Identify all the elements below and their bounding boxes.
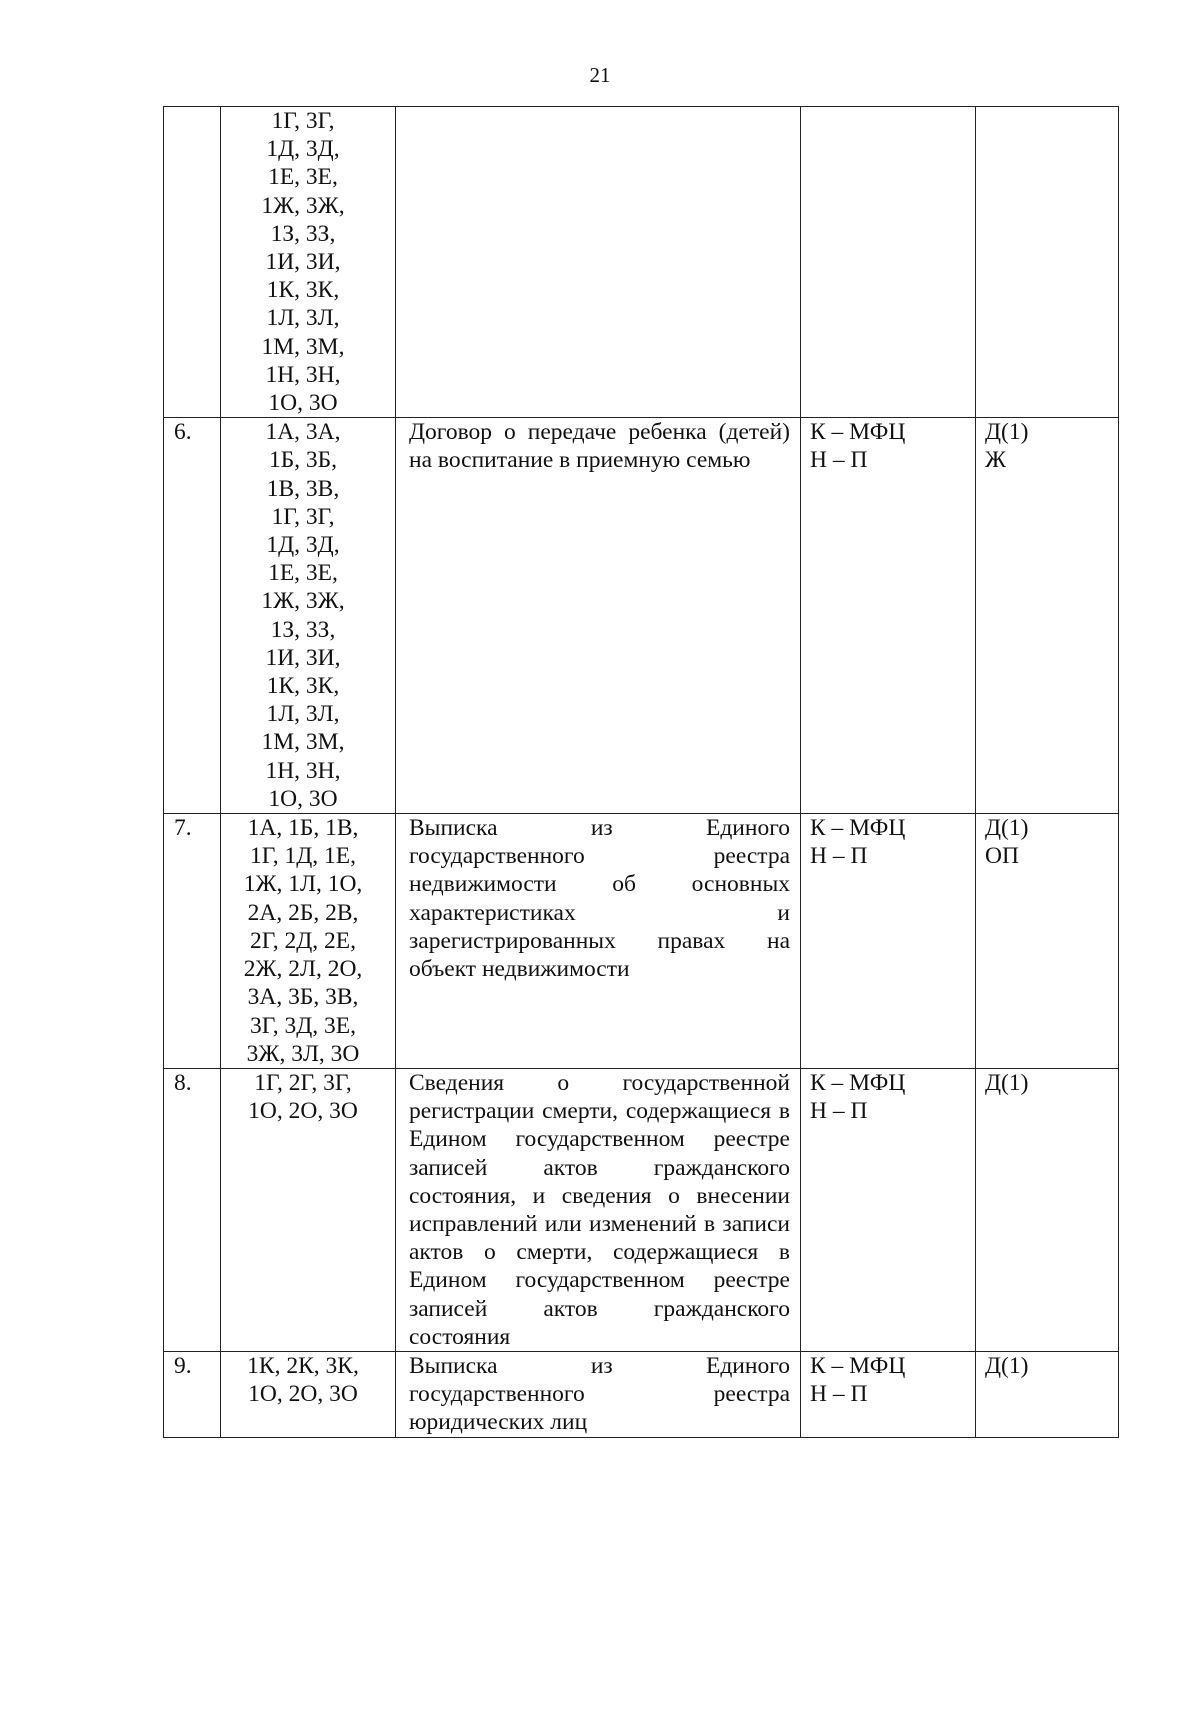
category-codes bbox=[221, 1351, 396, 1437]
category-code: 1А, 3А, bbox=[265, 419, 341, 446]
category-code: 1М, 3М, bbox=[261, 729, 345, 756]
category-code: 3Ж, 3Л, 3О bbox=[246, 1040, 360, 1067]
category-code: 1М, 3М, bbox=[261, 333, 345, 360]
table-row bbox=[164, 107, 1119, 418]
document-status bbox=[976, 1351, 1119, 1437]
document-status-item: ОП bbox=[985, 843, 1019, 870]
category-code: 1Л, 3Л, bbox=[266, 701, 340, 728]
category-code: 1О, 2О, 3О bbox=[248, 1381, 358, 1408]
document-name bbox=[396, 107, 801, 418]
category-code: 1И, 3И, bbox=[265, 644, 341, 671]
category-code: 1О, 3О bbox=[268, 390, 338, 417]
category-codes bbox=[221, 418, 396, 814]
submission-form-item: Н – П bbox=[810, 843, 868, 870]
row-number: 7. bbox=[164, 814, 221, 1069]
category-code: 1Г, 3Г, bbox=[271, 108, 335, 134]
category-code: 2Ж, 2Л, 2О, bbox=[243, 956, 363, 983]
submission-form-item: К – МФЦ bbox=[810, 815, 906, 842]
category-code: 2Г, 2Д, 2Е, bbox=[250, 927, 356, 954]
category-code: 1Л, 3Л, bbox=[266, 305, 340, 332]
table-row bbox=[164, 418, 1119, 814]
category-code: 1А, 1Б, 1В, bbox=[247, 815, 359, 842]
table-row bbox=[164, 1068, 1119, 1351]
category-code: 1О, 2О, 3О bbox=[248, 1098, 358, 1125]
category-code: 1В, 3В, bbox=[266, 475, 340, 502]
category-code: 1К, 3К, bbox=[266, 277, 340, 304]
submission-form-item: К – МФЦ bbox=[810, 1352, 906, 1379]
category-code: 1Д, 3Д, bbox=[266, 136, 340, 163]
submission-form-item: К – МФЦ bbox=[810, 1069, 906, 1096]
submission-form-item: Н – П bbox=[810, 447, 868, 474]
document-name: Выписка из Единого государственного реестра юридических лиц bbox=[396, 1351, 801, 1437]
category-codes bbox=[221, 107, 396, 418]
category-code: 2А, 2Б, 2В, bbox=[247, 899, 359, 926]
row-number: 8. bbox=[164, 1068, 221, 1351]
category-code: 1Ж, 1Л, 1О, bbox=[243, 871, 363, 898]
document-status-item: Ж bbox=[985, 447, 1007, 474]
table-row bbox=[164, 814, 1119, 1069]
documents-table bbox=[163, 106, 1119, 1438]
submission-form-item: Н – П bbox=[810, 1381, 868, 1408]
category-code: 1И, 3И, bbox=[265, 249, 341, 276]
document-status-item: Д(1) bbox=[985, 419, 1029, 446]
category-code: 1З, 3З, bbox=[270, 616, 336, 643]
category-code: 1Г, 3Г, bbox=[271, 503, 335, 530]
category-code: 1К, 3К, bbox=[266, 673, 340, 700]
submission-form bbox=[801, 814, 976, 1069]
document-status bbox=[976, 814, 1119, 1069]
document-status-item: Д(1) bbox=[985, 815, 1029, 842]
document-status-item: Д(1) bbox=[985, 1069, 1029, 1096]
category-codes bbox=[221, 1068, 396, 1351]
submission-form bbox=[801, 107, 976, 418]
category-code: 1Е, 3Е, bbox=[268, 560, 338, 587]
row-number: 6. bbox=[164, 418, 221, 814]
table-row bbox=[164, 1351, 1119, 1437]
category-code: 1Д, 3Д, bbox=[266, 532, 340, 559]
category-code: 3А, 3Б, 3В, bbox=[247, 984, 359, 1011]
category-code: 1З, 3З, bbox=[270, 220, 336, 247]
document-status-item: Д(1) bbox=[985, 1352, 1029, 1379]
submission-form bbox=[801, 1351, 976, 1437]
category-code: 1Ж, 3Ж, bbox=[261, 588, 345, 615]
document-status bbox=[976, 418, 1119, 814]
category-code: 1О, 3О bbox=[268, 785, 338, 812]
submission-form-item: Н – П bbox=[810, 1098, 868, 1125]
document-name: Сведения о государственной регистрации смерти, содержащиеся в Едином государственном реестре записей актов гражданского состояния, и сведения о внесении исправлений или изменений в записи актов о смерти, содержащиеся в Едином государственном реестре записей актов гражданского состояния bbox=[396, 1068, 801, 1351]
category-code: 3Г, 3Д, 3Е, bbox=[250, 1012, 356, 1039]
category-code: 1К, 2К, 3К, bbox=[247, 1352, 359, 1379]
row-number: 9. bbox=[164, 1351, 221, 1437]
category-code: 1Н, 3Н, bbox=[265, 361, 341, 388]
submission-form-item: К – МФЦ bbox=[810, 419, 906, 446]
category-code: 1Ж, 3Ж, bbox=[261, 192, 345, 219]
category-code: 1Н, 3Н, bbox=[265, 757, 341, 784]
submission-form bbox=[801, 418, 976, 814]
document-name: Договор о передаче ребенка (детей) на воспитание в приемную семью bbox=[396, 418, 801, 814]
category-code: 1Г, 1Д, 1Е, bbox=[250, 843, 356, 870]
category-codes bbox=[221, 814, 396, 1069]
category-code: 1Г, 2Г, 3Г, bbox=[254, 1069, 352, 1096]
document-name: Выписка из Единого государственного реестра недвижимости об основных характеристиках и зарегистрированных правах на объект недвижимости bbox=[396, 814, 801, 1069]
document-status bbox=[976, 107, 1119, 418]
row-number bbox=[164, 107, 221, 418]
submission-form bbox=[801, 1068, 976, 1351]
category-code: 1Б, 3Б, bbox=[268, 447, 338, 474]
category-code: 1Е, 3Е, bbox=[268, 164, 338, 191]
document-status bbox=[976, 1068, 1119, 1351]
page-number: 21 bbox=[589, 63, 611, 87]
